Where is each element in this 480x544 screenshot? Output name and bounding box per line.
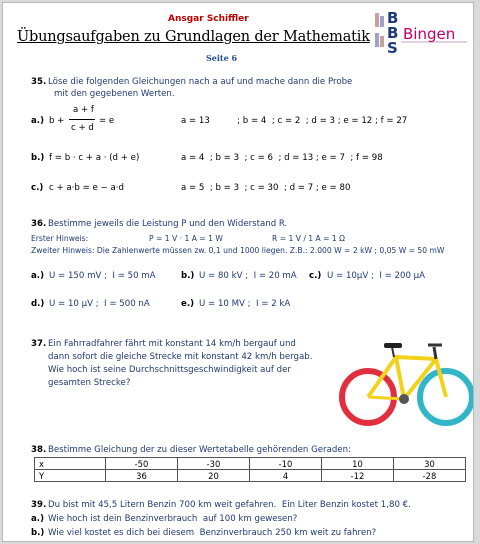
table-cell: 20: [178, 470, 250, 482]
task36-b-text: U = 80 kV ; I = 20 mA: [199, 271, 297, 281]
task35-a-values: a = 13 ; b = 4 ; c = 2 ; d = 3 ; e = 12 ; f = 27: [181, 116, 408, 126]
table-cell: 4: [250, 470, 322, 482]
table-row-y: [35, 470, 466, 482]
task36-number: 36.: [31, 219, 47, 229]
table-cell: -30: [178, 458, 250, 470]
table-cell: -50: [106, 458, 178, 470]
table-cell: -10: [250, 458, 322, 470]
task36-a-text: U = 150 mV ; I = 50 mA: [49, 271, 156, 281]
bicycle-illustration: [338, 333, 474, 429]
task36-a-label: a.): [31, 271, 44, 281]
table-cell: -12: [322, 470, 394, 482]
task39-number: 39.: [31, 500, 47, 510]
worksheet-page: [2, 2, 474, 542]
task38-intro: Bestimme Gleichung der zu dieser Wertetabelle gehörenden Geraden:: [48, 445, 351, 455]
task36-e-label: e.): [181, 299, 195, 309]
task36-b-label: b.): [181, 271, 195, 281]
task36-c-text: U = 10μV ; I = 200 μA: [327, 271, 426, 281]
table-cell: Y: [35, 470, 106, 482]
task36-hint2: Zweiter Hinweis: Die Zahlenwerte müssen zw. 0,1 und 1000 liegen. Z.B.: 2.000 W = 2 kW ; 0,05 W = 50 mW: [31, 246, 445, 255]
logo-text: Bingen: [403, 25, 456, 43]
task35-b-equation: f = b · c + a · (d + e): [49, 153, 140, 163]
task35-intro-line1: Löse die folgenden Gleichungen nach a auf und mache dann die Probe: [48, 77, 353, 87]
task35-fraction-bar: [69, 119, 95, 120]
logo-letter-b1: B: [387, 9, 399, 27]
task39-b-label: b.): [31, 528, 45, 538]
task35-a-numerator: a + f: [73, 105, 94, 115]
bbs-bingen-logo: [373, 7, 469, 55]
table-cell: -28: [394, 470, 466, 482]
task36-hint1-power: P = 1 V · 1 A = 1 W: [149, 234, 223, 243]
table-row-x: [35, 458, 466, 470]
page-number: Seite 6: [206, 53, 238, 63]
task36-hint1-resistance: R = 1 V / 1 A = 1 Ω: [272, 234, 345, 243]
task36-e-text: U = 10 MV ; I = 2 kA: [199, 299, 291, 309]
task35-b-values: a = 4 ; b = 3 ; c = 6 ; d = 13 ; e = 7 ; f = 98: [181, 153, 383, 163]
task38-number: 38.: [31, 445, 47, 455]
task39-b-text: Wie viel kostet es dich bei diesem Benzinverbrauch 250 km weit zu fahren?: [48, 528, 377, 538]
task37-line3: Wie hoch ist seine Durchschnittsgeschwindigkeit auf der: [48, 365, 291, 375]
task35-a-prefix: b +: [49, 116, 65, 126]
table-cell: 36: [106, 470, 178, 482]
task35-intro-line2: mit den gegebenen Werten.: [54, 89, 175, 99]
task35-a-label: a.): [31, 116, 44, 126]
task35-a-denominator: c + d: [71, 123, 94, 133]
task35-a-suffix: = e: [99, 116, 115, 126]
task39-a-label: a.): [31, 514, 44, 524]
value-table: [34, 457, 466, 482]
task36-intro: Bestimme jeweils die Leistung P und den Widerstand R.: [48, 219, 288, 229]
logo-letter-s: S: [387, 39, 398, 55]
table-cell: x: [35, 458, 106, 470]
task36-d-text: U = 10 μV ; I = 500 nA: [49, 299, 150, 309]
task36-hint1-label: Erster Hinweis:: [31, 234, 89, 243]
task35-c-label: c.): [31, 183, 44, 193]
task35-b-label: b.): [31, 153, 45, 163]
task39-a-text: Wie hoch ist dein Benzinverbrauch auf 100 km gewesen?: [48, 514, 298, 524]
table-cell: 10: [322, 458, 394, 470]
task37-number: 37.: [31, 339, 47, 349]
task36-c-label: c.): [309, 271, 322, 281]
page-title: Übungsaufgaben zu Grundlagen der Mathematik: [17, 29, 370, 45]
logo-letter-b2: B: [387, 24, 399, 42]
task35-number: 35.: [31, 77, 47, 87]
author-name: Ansgar Schiffler: [168, 14, 249, 24]
task37-line2: dann sofort die gleiche Strecke mit konstant 42 km/h bergab.: [48, 352, 313, 362]
task35-c-equation: c + a·b = e − a·d: [49, 183, 124, 193]
task37-line1: Ein Fahrradfahrer fährt mit konstant 14 km/h bergauf und: [48, 339, 296, 349]
task35-c-values: a = 5 ; b = 3 ; c = 30 ; d = 7 ; e = 80: [181, 183, 351, 193]
table-cell: 30: [394, 458, 466, 470]
task36-d-label: d.): [31, 299, 45, 309]
task37-line4: gesamten Strecke?: [48, 378, 131, 388]
task39-intro: Du bist mit 45,5 Litern Benzin 700 km weit gefahren. Ein Liter Benzin kostet 1,80 €.: [48, 500, 411, 510]
